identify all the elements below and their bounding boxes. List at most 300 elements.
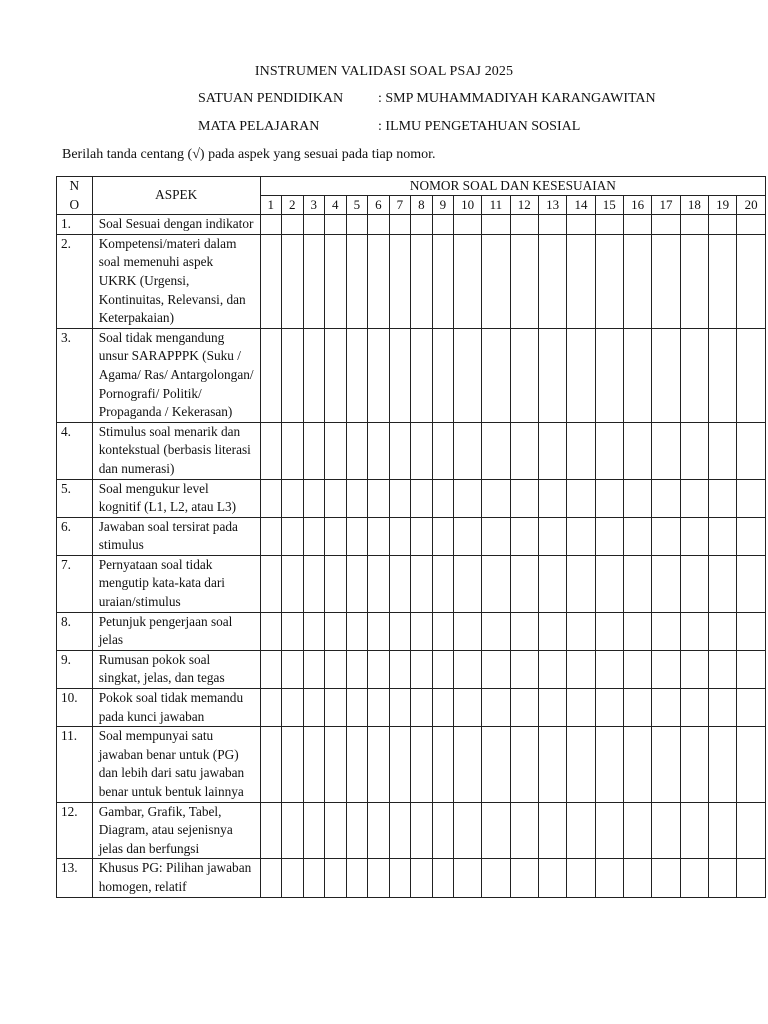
column-number-4: 4 — [324, 196, 346, 215]
check-cell-8[interactable] — [410, 612, 432, 650]
check-cell-13[interactable] — [538, 727, 566, 802]
check-cell-18[interactable] — [680, 517, 708, 555]
check-cell-17[interactable] — [652, 612, 680, 650]
check-cell-15[interactable] — [595, 859, 623, 897]
check-cell-5[interactable] — [346, 555, 367, 612]
check-cell-11[interactable] — [482, 802, 510, 859]
check-cell-6[interactable] — [367, 479, 389, 517]
check-cell-14[interactable] — [567, 689, 595, 727]
check-cell-11[interactable] — [482, 479, 510, 517]
check-cell-1[interactable] — [260, 650, 281, 688]
check-cell-5[interactable] — [346, 422, 367, 479]
check-cell-2[interactable] — [281, 689, 303, 727]
check-cell-7[interactable] — [389, 328, 410, 422]
column-number-10: 10 — [453, 196, 481, 215]
check-cell-1[interactable] — [260, 727, 281, 802]
check-cell-16[interactable] — [623, 689, 651, 727]
check-cell-2[interactable] — [281, 650, 303, 688]
row-number: 4. — [57, 422, 93, 479]
row-number: 6. — [57, 517, 93, 555]
check-cell-1[interactable] — [260, 422, 281, 479]
check-cell-12[interactable] — [510, 859, 538, 897]
check-cell-1[interactable] — [260, 517, 281, 555]
meta-row-satuan-pendidikan — [198, 91, 656, 107]
check-cell-6[interactable] — [367, 689, 389, 727]
check-cell-16[interactable] — [623, 328, 651, 422]
check-cell-8[interactable] — [410, 215, 432, 235]
row-aspek: Pernyataan soal tidak mengutip kata-kata dari uraian/stimulus — [92, 555, 260, 612]
check-cell-6[interactable] — [367, 802, 389, 859]
check-cell-3[interactable] — [303, 215, 324, 235]
check-cell-13[interactable] — [538, 612, 566, 650]
check-cell-14[interactable] — [567, 727, 595, 802]
check-cell-1[interactable] — [260, 612, 281, 650]
check-cell-3[interactable] — [303, 328, 324, 422]
meta-row-mata-pelajaran — [198, 119, 580, 135]
check-cell-20[interactable] — [737, 802, 766, 859]
check-cell-15[interactable] — [595, 517, 623, 555]
column-number-2: 2 — [281, 196, 303, 215]
check-cell-10[interactable] — [453, 727, 481, 802]
check-cell-5[interactable] — [346, 234, 367, 328]
check-cell-14[interactable] — [567, 328, 595, 422]
check-cell-19[interactable] — [709, 802, 737, 859]
check-cell-9[interactable] — [432, 650, 453, 688]
check-cell-13[interactable] — [538, 328, 566, 422]
check-cell-6[interactable] — [367, 517, 389, 555]
check-cell-16[interactable] — [623, 802, 651, 859]
check-cell-20[interactable] — [737, 234, 766, 328]
check-cell-4[interactable] — [324, 328, 346, 422]
check-cell-10[interactable] — [453, 234, 481, 328]
check-cell-20[interactable] — [737, 650, 766, 688]
row-number: 10. — [57, 689, 93, 727]
check-cell-4[interactable] — [324, 859, 346, 897]
check-cell-18[interactable] — [680, 859, 708, 897]
column-header-aspek: ASPEK — [92, 177, 260, 215]
check-cell-17[interactable] — [652, 727, 680, 802]
check-cell-6[interactable] — [367, 650, 389, 688]
row-aspek: Stimulus soal menarik dan kontekstual (berbasis literasi dan numerasi) — [92, 422, 260, 479]
check-cell-8[interactable] — [410, 328, 432, 422]
check-cell-13[interactable] — [538, 234, 566, 328]
check-cell-18[interactable] — [680, 689, 708, 727]
check-cell-11[interactable] — [482, 328, 510, 422]
check-cell-3[interactable] — [303, 689, 324, 727]
check-cell-6[interactable] — [367, 859, 389, 897]
check-cell-17[interactable] — [652, 215, 680, 235]
row-aspek: Soal mempunyai satu jawaban benar untuk (PG) dan lebih dari satu jawaban benar untuk bentuk lainnya — [92, 727, 260, 802]
check-cell-11[interactable] — [482, 727, 510, 802]
check-cell-8[interactable] — [410, 689, 432, 727]
check-cell-16[interactable] — [623, 650, 651, 688]
check-cell-3[interactable] — [303, 650, 324, 688]
check-cell-12[interactable] — [510, 479, 538, 517]
check-cell-14[interactable] — [567, 555, 595, 612]
check-cell-2[interactable] — [281, 612, 303, 650]
check-cell-19[interactable] — [709, 422, 737, 479]
check-cell-17[interactable] — [652, 234, 680, 328]
check-cell-7[interactable] — [389, 479, 410, 517]
check-cell-13[interactable] — [538, 802, 566, 859]
check-cell-18[interactable] — [680, 328, 708, 422]
check-cell-7[interactable] — [389, 802, 410, 859]
column-number-13: 13 — [538, 196, 566, 215]
check-cell-4[interactable] — [324, 612, 346, 650]
check-cell-1[interactable] — [260, 859, 281, 897]
check-cell-4[interactable] — [324, 422, 346, 479]
row-number: 11. — [57, 727, 93, 802]
check-cell-14[interactable] — [567, 859, 595, 897]
check-cell-5[interactable] — [346, 650, 367, 688]
check-cell-19[interactable] — [709, 689, 737, 727]
check-cell-4[interactable] — [324, 517, 346, 555]
column-header-no — [57, 177, 93, 215]
check-cell-12[interactable] — [510, 612, 538, 650]
check-cell-7[interactable] — [389, 689, 410, 727]
check-cell-18[interactable] — [680, 422, 708, 479]
check-cell-12[interactable] — [510, 650, 538, 688]
check-cell-10[interactable] — [453, 328, 481, 422]
check-cell-8[interactable] — [410, 802, 432, 859]
check-cell-3[interactable] — [303, 479, 324, 517]
check-cell-18[interactable] — [680, 215, 708, 235]
check-cell-19[interactable] — [709, 555, 737, 612]
check-cell-9[interactable] — [432, 234, 453, 328]
check-cell-9[interactable] — [432, 215, 453, 235]
check-cell-3[interactable] — [303, 555, 324, 612]
check-cell-15[interactable] — [595, 215, 623, 235]
check-cell-7[interactable] — [389, 612, 410, 650]
column-header-no-line1: N — [69, 178, 80, 193]
row-number: 12. — [57, 802, 93, 859]
check-cell-17[interactable] — [652, 479, 680, 517]
check-cell-14[interactable] — [567, 215, 595, 235]
check-cell-2[interactable] — [281, 328, 303, 422]
check-cell-9[interactable] — [432, 422, 453, 479]
column-number-3: 3 — [303, 196, 324, 215]
check-cell-15[interactable] — [595, 650, 623, 688]
check-cell-10[interactable] — [453, 612, 481, 650]
check-cell-11[interactable] — [482, 650, 510, 688]
check-cell-13[interactable] — [538, 650, 566, 688]
check-cell-4[interactable] — [324, 234, 346, 328]
check-cell-10[interactable] — [453, 517, 481, 555]
check-cell-19[interactable] — [709, 650, 737, 688]
table-row — [57, 517, 766, 555]
check-cell-12[interactable] — [510, 328, 538, 422]
check-cell-14[interactable] — [567, 422, 595, 479]
check-cell-18[interactable] — [680, 727, 708, 802]
check-cell-15[interactable] — [595, 234, 623, 328]
check-cell-6[interactable] — [367, 612, 389, 650]
check-cell-8[interactable] — [410, 555, 432, 612]
check-cell-13[interactable] — [538, 859, 566, 897]
check-cell-18[interactable] — [680, 650, 708, 688]
row-number: 13. — [57, 859, 93, 897]
check-cell-4[interactable] — [324, 727, 346, 802]
row-aspek: Gambar, Grafik, Tabel, Diagram, atau sejenisnya jelas dan berfungsi — [92, 802, 260, 859]
check-cell-16[interactable] — [623, 422, 651, 479]
check-cell-16[interactable] — [623, 555, 651, 612]
check-cell-19[interactable] — [709, 859, 737, 897]
check-cell-15[interactable] — [595, 727, 623, 802]
check-cell-7[interactable] — [389, 555, 410, 612]
check-cell-8[interactable] — [410, 727, 432, 802]
check-cell-15[interactable] — [595, 555, 623, 612]
check-cell-12[interactable] — [510, 517, 538, 555]
check-cell-14[interactable] — [567, 612, 595, 650]
check-cell-7[interactable] — [389, 859, 410, 897]
row-number: 2. — [57, 234, 93, 328]
check-cell-11[interactable] — [482, 612, 510, 650]
check-cell-9[interactable] — [432, 328, 453, 422]
check-cell-5[interactable] — [346, 517, 367, 555]
check-cell-20[interactable] — [737, 422, 766, 479]
check-cell-4[interactable] — [324, 555, 346, 612]
check-cell-17[interactable] — [652, 328, 680, 422]
check-cell-7[interactable] — [389, 234, 410, 328]
check-cell-19[interactable] — [709, 612, 737, 650]
check-cell-4[interactable] — [324, 650, 346, 688]
check-cell-2[interactable] — [281, 422, 303, 479]
check-cell-18[interactable] — [680, 802, 708, 859]
check-cell-11[interactable] — [482, 215, 510, 235]
check-cell-13[interactable] — [538, 479, 566, 517]
check-cell-17[interactable] — [652, 859, 680, 897]
check-cell-6[interactable] — [367, 422, 389, 479]
check-cell-20[interactable] — [737, 328, 766, 422]
check-cell-9[interactable] — [432, 802, 453, 859]
check-cell-5[interactable] — [346, 859, 367, 897]
check-cell-2[interactable] — [281, 859, 303, 897]
table-row — [57, 234, 766, 328]
check-cell-11[interactable] — [482, 234, 510, 328]
row-aspek: Soal mengukur level kognitif (L1, L2, atau L3) — [92, 479, 260, 517]
check-cell-11[interactable] — [482, 859, 510, 897]
table-row — [57, 555, 766, 612]
check-cell-3[interactable] — [303, 612, 324, 650]
check-cell-10[interactable] — [453, 859, 481, 897]
check-cell-12[interactable] — [510, 215, 538, 235]
check-cell-15[interactable] — [595, 612, 623, 650]
check-cell-8[interactable] — [410, 517, 432, 555]
table-row — [57, 422, 766, 479]
check-cell-7[interactable] — [389, 727, 410, 802]
check-cell-14[interactable] — [567, 234, 595, 328]
row-aspek: Rumusan pokok soal singkat, jelas, dan tegas — [92, 650, 260, 688]
check-cell-20[interactable] — [737, 555, 766, 612]
check-cell-8[interactable] — [410, 479, 432, 517]
check-cell-4[interactable] — [324, 215, 346, 235]
check-cell-3[interactable] — [303, 234, 324, 328]
check-cell-15[interactable] — [595, 328, 623, 422]
check-cell-2[interactable] — [281, 802, 303, 859]
check-cell-9[interactable] — [432, 727, 453, 802]
check-cell-10[interactable] — [453, 802, 481, 859]
check-cell-13[interactable] — [538, 422, 566, 479]
check-cell-10[interactable] — [453, 479, 481, 517]
check-cell-19[interactable] — [709, 727, 737, 802]
check-cell-9[interactable] — [432, 689, 453, 727]
check-cell-2[interactable] — [281, 555, 303, 612]
check-cell-1[interactable] — [260, 802, 281, 859]
check-cell-1[interactable] — [260, 215, 281, 235]
check-cell-11[interactable] — [482, 422, 510, 479]
check-cell-14[interactable] — [567, 517, 595, 555]
check-cell-18[interactable] — [680, 234, 708, 328]
check-cell-8[interactable] — [410, 234, 432, 328]
check-cell-10[interactable] — [453, 422, 481, 479]
check-cell-14[interactable] — [567, 650, 595, 688]
column-number-19: 19 — [709, 196, 737, 215]
check-cell-5[interactable] — [346, 215, 367, 235]
check-cell-1[interactable] — [260, 689, 281, 727]
check-cell-4[interactable] — [324, 802, 346, 859]
table-row — [57, 479, 766, 517]
check-cell-5[interactable] — [346, 802, 367, 859]
check-cell-17[interactable] — [652, 802, 680, 859]
check-cell-9[interactable] — [432, 612, 453, 650]
check-cell-19[interactable] — [709, 215, 737, 235]
check-cell-18[interactable] — [680, 555, 708, 612]
check-cell-3[interactable] — [303, 517, 324, 555]
check-cell-19[interactable] — [709, 234, 737, 328]
check-cell-20[interactable] — [737, 215, 766, 235]
check-cell-9[interactable] — [432, 555, 453, 612]
check-cell-2[interactable] — [281, 234, 303, 328]
check-cell-20[interactable] — [737, 689, 766, 727]
check-cell-8[interactable] — [410, 859, 432, 897]
check-cell-17[interactable] — [652, 555, 680, 612]
check-cell-16[interactable] — [623, 215, 651, 235]
header-row-top — [57, 177, 766, 196]
check-cell-12[interactable] — [510, 802, 538, 859]
check-cell-2[interactable] — [281, 215, 303, 235]
check-cell-6[interactable] — [367, 328, 389, 422]
check-cell-20[interactable] — [737, 727, 766, 802]
check-cell-17[interactable] — [652, 517, 680, 555]
check-cell-6[interactable] — [367, 727, 389, 802]
check-cell-10[interactable] — [453, 555, 481, 612]
check-cell-3[interactable] — [303, 859, 324, 897]
check-cell-19[interactable] — [709, 517, 737, 555]
check-cell-9[interactable] — [432, 479, 453, 517]
check-cell-10[interactable] — [453, 689, 481, 727]
check-cell-16[interactable] — [623, 859, 651, 897]
check-cell-8[interactable] — [410, 422, 432, 479]
check-cell-20[interactable] — [737, 517, 766, 555]
check-cell-2[interactable] — [281, 479, 303, 517]
check-cell-11[interactable] — [482, 517, 510, 555]
check-cell-15[interactable] — [595, 422, 623, 479]
check-cell-13[interactable] — [538, 555, 566, 612]
check-cell-13[interactable] — [538, 215, 566, 235]
check-cell-10[interactable] — [453, 215, 481, 235]
check-cell-7[interactable] — [389, 215, 410, 235]
check-cell-12[interactable] — [510, 727, 538, 802]
check-cell-6[interactable] — [367, 215, 389, 235]
check-cell-17[interactable] — [652, 650, 680, 688]
check-cell-14[interactable] — [567, 479, 595, 517]
check-cell-5[interactable] — [346, 612, 367, 650]
check-cell-15[interactable] — [595, 689, 623, 727]
check-cell-12[interactable] — [510, 422, 538, 479]
check-cell-2[interactable] — [281, 727, 303, 802]
check-cell-9[interactable] — [432, 517, 453, 555]
check-cell-18[interactable] — [680, 612, 708, 650]
check-cell-11[interactable] — [482, 555, 510, 612]
check-cell-9[interactable] — [432, 859, 453, 897]
check-cell-11[interactable] — [482, 689, 510, 727]
check-cell-12[interactable] — [510, 234, 538, 328]
table-row — [57, 650, 766, 688]
check-cell-17[interactable] — [652, 689, 680, 727]
check-cell-3[interactable] — [303, 727, 324, 802]
row-aspek: Jawaban soal tersirat pada stimulus — [92, 517, 260, 555]
row-number: 5. — [57, 479, 93, 517]
check-cell-4[interactable] — [324, 479, 346, 517]
check-cell-5[interactable] — [346, 689, 367, 727]
column-number-9: 9 — [432, 196, 453, 215]
check-cell-5[interactable] — [346, 727, 367, 802]
check-cell-4[interactable] — [324, 689, 346, 727]
check-cell-6[interactable] — [367, 234, 389, 328]
check-cell-6[interactable] — [367, 555, 389, 612]
check-cell-17[interactable] — [652, 422, 680, 479]
check-cell-16[interactable] — [623, 727, 651, 802]
check-cell-7[interactable] — [389, 517, 410, 555]
check-cell-1[interactable] — [260, 479, 281, 517]
check-cell-12[interactable] — [510, 555, 538, 612]
check-cell-13[interactable] — [538, 517, 566, 555]
check-cell-13[interactable] — [538, 689, 566, 727]
check-cell-12[interactable] — [510, 689, 538, 727]
table-row — [57, 612, 766, 650]
check-cell-3[interactable] — [303, 422, 324, 479]
check-cell-20[interactable] — [737, 612, 766, 650]
check-cell-20[interactable] — [737, 859, 766, 897]
check-cell-1[interactable] — [260, 328, 281, 422]
check-cell-19[interactable] — [709, 479, 737, 517]
row-number: 3. — [57, 328, 93, 422]
check-cell-15[interactable] — [595, 802, 623, 859]
check-cell-15[interactable] — [595, 479, 623, 517]
meta-label: SATUAN PENDIDIKAN — [198, 91, 344, 106]
check-cell-1[interactable] — [260, 234, 281, 328]
check-cell-2[interactable] — [281, 517, 303, 555]
check-cell-1[interactable] — [260, 555, 281, 612]
check-cell-19[interactable] — [709, 328, 737, 422]
check-cell-18[interactable] — [680, 479, 708, 517]
check-cell-16[interactable] — [623, 517, 651, 555]
check-cell-5[interactable] — [346, 479, 367, 517]
check-cell-3[interactable] — [303, 802, 324, 859]
column-number-8: 8 — [410, 196, 432, 215]
check-cell-5[interactable] — [346, 328, 367, 422]
check-cell-20[interactable] — [737, 479, 766, 517]
check-cell-7[interactable] — [389, 650, 410, 688]
check-cell-7[interactable] — [389, 422, 410, 479]
check-cell-16[interactable] — [623, 479, 651, 517]
check-cell-16[interactable] — [623, 234, 651, 328]
check-cell-10[interactable] — [453, 650, 481, 688]
table-row — [57, 727, 766, 802]
column-number-16: 16 — [623, 196, 651, 215]
check-cell-16[interactable] — [623, 612, 651, 650]
check-cell-8[interactable] — [410, 650, 432, 688]
check-cell-14[interactable] — [567, 802, 595, 859]
